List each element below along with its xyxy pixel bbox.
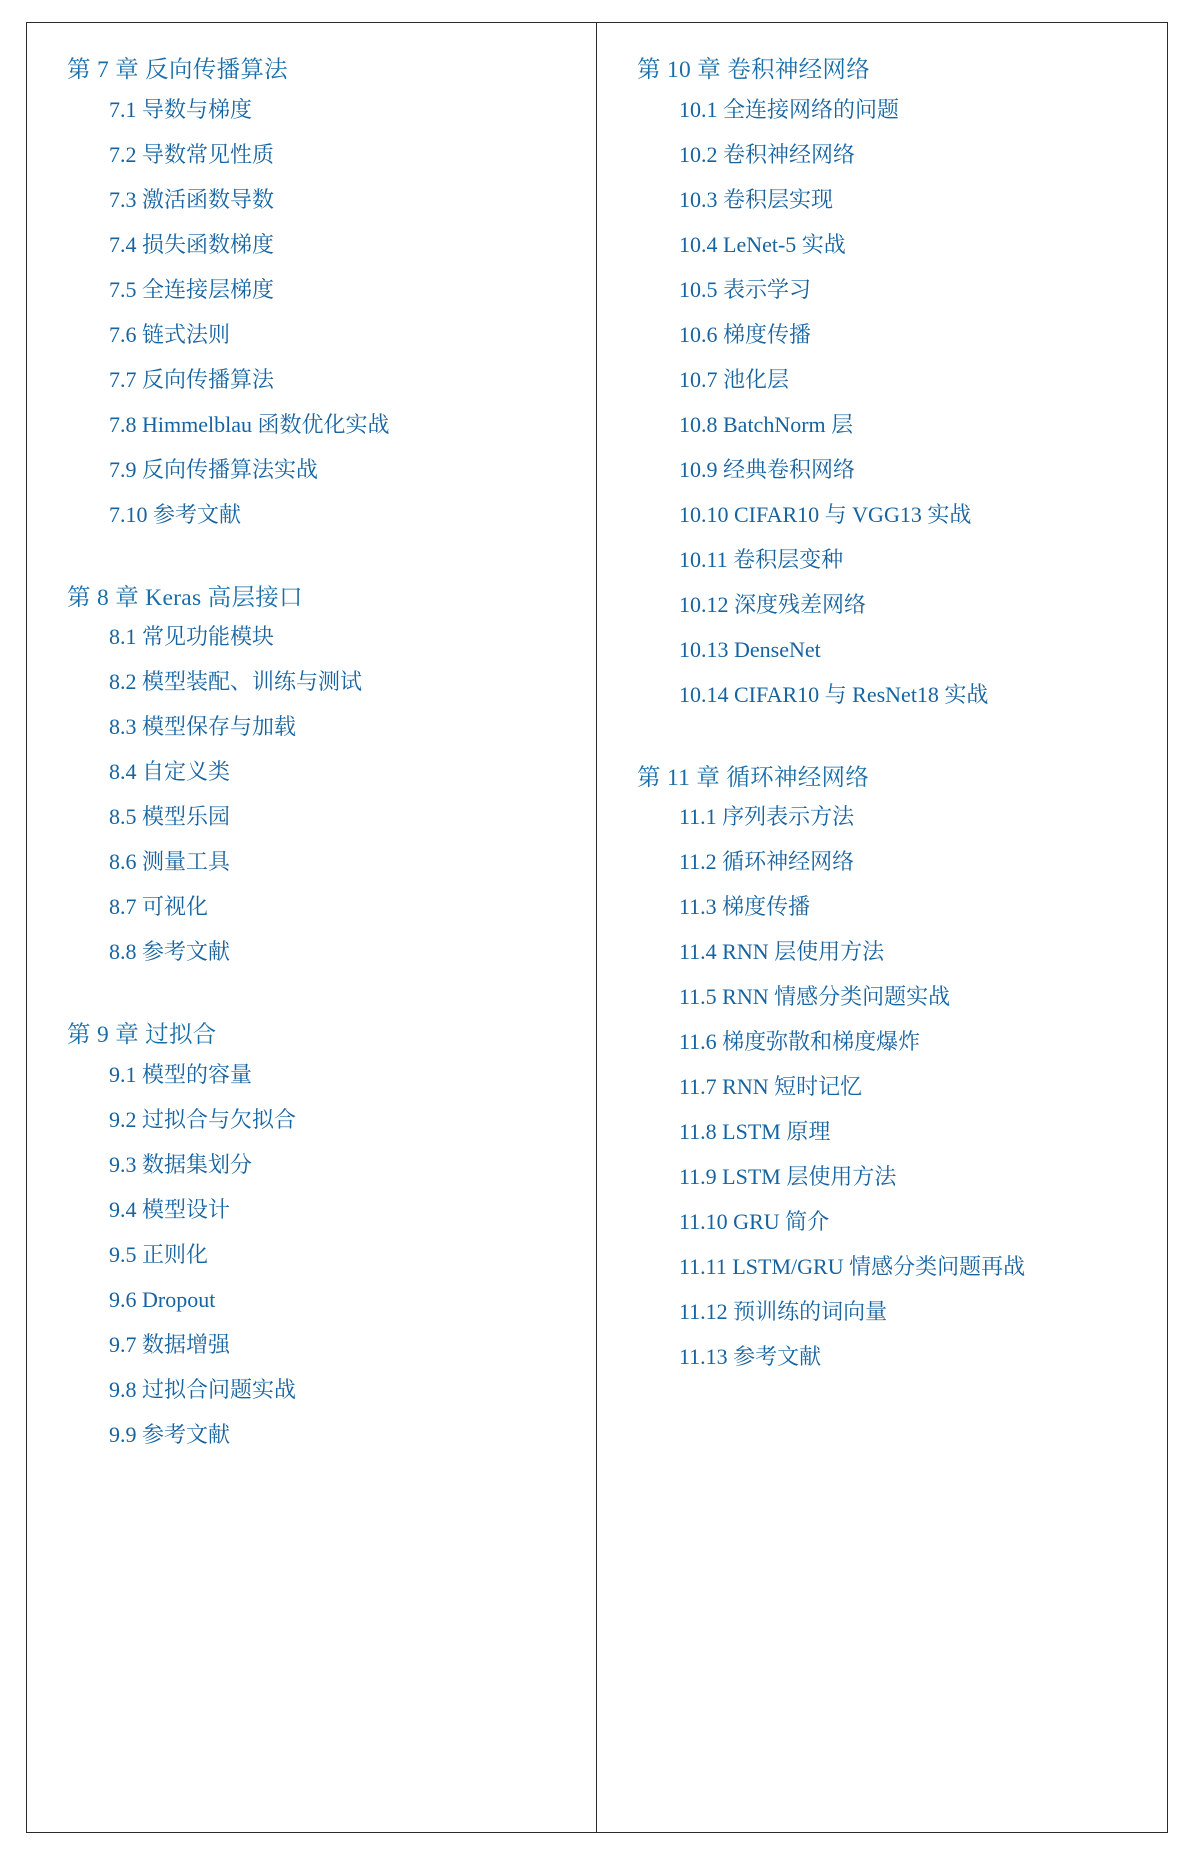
toc-entry-8-8[interactable]: 8.8 参考文献: [109, 939, 231, 964]
toc-entry-10-9[interactable]: 10.9 经典卷积网络: [679, 456, 856, 482]
toc-entry-7-7[interactable]: 7.7 反向传播算法: [109, 366, 275, 392]
toc-entry-7-5[interactable]: 7.5 全连接层梯度: [109, 276, 275, 302]
chapter-block-7: [57, 59, 570, 526]
toc-entry-10-12[interactable]: 10.12 深度残差网络: [679, 591, 867, 617]
toc-entry-10-4[interactable]: 10.4 LeNet-5 实战: [679, 231, 846, 257]
toc-entry-7-10[interactable]: 7.10 参考文献: [109, 501, 242, 527]
toc-entry-10-10[interactable]: 10.10 CIFAR10 与 VGG13 实战: [679, 501, 972, 527]
chapter-title-8[interactable]: 第 8 章 Keras 高层接口: [67, 584, 303, 611]
toc-entry-7-1[interactable]: 7.1 导数与梯度: [109, 96, 253, 122]
chapter-block-11: [627, 764, 1141, 1369]
toc-entry-9-6[interactable]: 9.6 Dropout: [109, 1286, 216, 1312]
toc-entry-10-1[interactable]: 10.1 全连接网络的问题: [679, 96, 900, 122]
toc-frame: [26, 22, 1168, 1833]
toc-entry-9-3[interactable]: 9.3 数据集划分: [109, 1151, 253, 1177]
right-column: [597, 23, 1167, 1832]
chapter-gap: [57, 986, 570, 1024]
chapter-gap: [57, 549, 570, 587]
toc-entry-10-2[interactable]: 10.2 卷积神经网络: [679, 141, 856, 167]
toc-entry-10-11[interactable]: 10.11 卷积层变种: [679, 546, 844, 572]
toc-entry-11-11[interactable]: 11.11 LSTM/GRU 情感分类问题再战: [679, 1254, 1026, 1279]
toc-entry-10-7[interactable]: 10.7 池化层: [679, 366, 790, 392]
toc-entry-9-2[interactable]: 9.2 过拟合与欠拟合: [109, 1106, 297, 1132]
toc-entry-10-8[interactable]: 10.8 BatchNorm 层: [679, 411, 854, 437]
toc-entry-10-14[interactable]: 10.14 CIFAR10 与 ResNet18 实战: [679, 681, 989, 707]
toc-entry-7-3[interactable]: 7.3 激活函数导数: [109, 186, 275, 212]
toc-entry-10-13[interactable]: 10.13 DenseNet: [679, 636, 821, 662]
toc-entry-9-4[interactable]: 9.4 模型设计: [109, 1196, 231, 1222]
toc-entry-11-7[interactable]: 11.7 RNN 短时记忆: [679, 1074, 863, 1099]
chapter-title-10[interactable]: 第 10 章 卷积神经网络: [637, 57, 871, 83]
toc-entry-7-2[interactable]: 7.2 导数常见性质: [109, 141, 275, 167]
toc-entry-9-9[interactable]: 9.9 参考文献: [109, 1421, 231, 1447]
toc-entry-11-8[interactable]: 11.8 LSTM 原理: [679, 1119, 831, 1144]
toc-entry-7-8[interactable]: 7.8 Himmelblau 函数优化实战: [109, 411, 390, 437]
toc-entry-9-1[interactable]: 9.1 模型的容量: [109, 1061, 253, 1087]
toc-entry-11-6[interactable]: 11.6 梯度弥散和梯度爆炸: [679, 1029, 921, 1054]
toc-entry-9-7[interactable]: 9.7 数据增强: [109, 1331, 231, 1357]
left-column: [27, 23, 597, 1832]
chapter-gap: [627, 729, 1141, 767]
toc-entry-11-12[interactable]: 11.12 预训练的词向量: [679, 1299, 888, 1324]
toc-entry-10-6[interactable]: 10.6 梯度传播: [679, 321, 812, 347]
chapter-block-9: [57, 1024, 570, 1446]
toc-entry-8-5[interactable]: 8.5 模型乐园: [109, 804, 231, 829]
chapter-title-7[interactable]: 第 7 章 反向传播算法: [67, 57, 288, 83]
toc-entry-10-3[interactable]: 10.3 卷积层实现: [679, 186, 834, 212]
toc-entry-11-3[interactable]: 11.3 梯度传播: [679, 894, 811, 919]
chapter-block-8: [57, 584, 570, 964]
toc-entry-7-6[interactable]: 7.6 链式法则: [109, 321, 231, 347]
chapter-block-10: [627, 59, 1141, 706]
toc-entry-8-6[interactable]: 8.6 测量工具: [109, 849, 231, 874]
toc-entry-8-7[interactable]: 8.7 可视化: [109, 894, 209, 919]
toc-entry-11-1[interactable]: 11.1 序列表示方法: [679, 804, 855, 829]
toc-entry-9-5[interactable]: 9.5 正则化: [109, 1241, 209, 1267]
toc-entry-11-10[interactable]: 11.10 GRU 简介: [679, 1209, 830, 1234]
chapter-title-9[interactable]: 第 9 章 过拟合: [67, 1022, 217, 1048]
toc-entry-11-13[interactable]: 11.13 参考文献: [679, 1344, 822, 1369]
toc-entry-11-5[interactable]: 11.5 RNN 情感分类问题实战: [679, 984, 951, 1009]
toc-entry-11-2[interactable]: 11.2 循环神经网络: [679, 849, 855, 874]
toc-entry-11-9[interactable]: 11.9 LSTM 层使用方法: [679, 1164, 897, 1189]
toc-entry-7-4[interactable]: 7.4 损失函数梯度: [109, 231, 275, 257]
toc-entry-8-1[interactable]: 8.1 常见功能模块: [109, 624, 275, 649]
toc-entry-8-2[interactable]: 8.2 模型装配、训练与测试: [109, 669, 363, 694]
toc-entry-11-4[interactable]: 11.4 RNN 层使用方法: [679, 939, 885, 964]
toc-entry-8-3[interactable]: 8.3 模型保存与加载: [109, 714, 297, 739]
toc-entry-7-9[interactable]: 7.9 反向传播算法实战: [109, 456, 319, 482]
toc-entry-9-8[interactable]: 9.8 过拟合问题实战: [109, 1376, 297, 1402]
toc-entry-8-4[interactable]: 8.4 自定义类: [109, 759, 231, 784]
toc-entry-10-5[interactable]: 10.5 表示学习: [679, 276, 812, 302]
chapter-title-11[interactable]: 第 11 章 循环神经网络: [637, 764, 870, 791]
